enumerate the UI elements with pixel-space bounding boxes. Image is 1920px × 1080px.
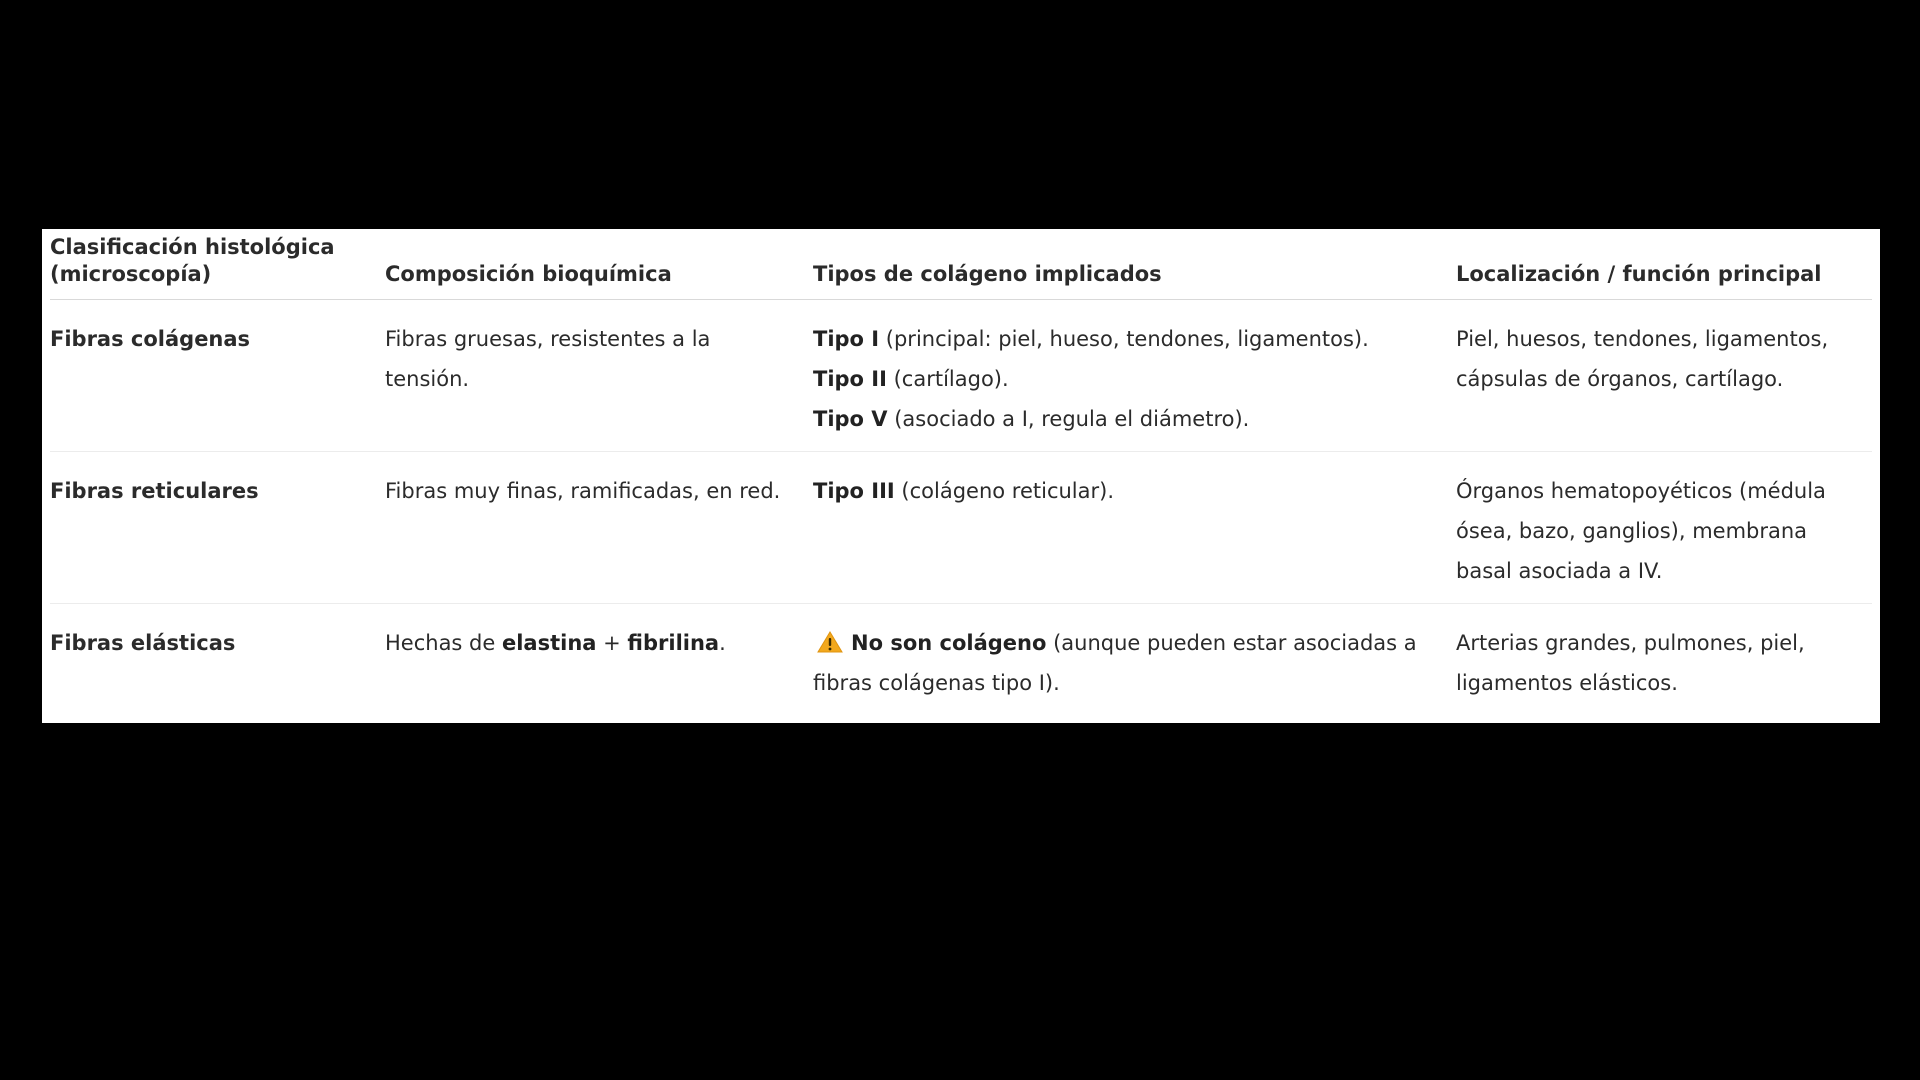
tipo-line <box>813 399 1432 439</box>
composicion-fibrilina: fibrilina <box>627 631 720 655</box>
cell-localizacion: Órganos hematopoyéticos (médula ósea, bazo, ganglios), membrana basal asociada a IV. <box>1456 452 1872 604</box>
cell-tipos <box>813 452 1456 604</box>
composicion-suffix: . <box>719 631 726 655</box>
tipo-line <box>813 319 1432 359</box>
cell-localizacion: Piel, huesos, tendones, ligamentos, cápsulas de órganos, cartílago. <box>1456 300 1872 452</box>
tipo-desc: (asociado a I, regula el diámetro). <box>887 407 1250 431</box>
cell-composicion: Fibras gruesas, resistentes a la tensión. <box>385 300 813 452</box>
tipo-name: Tipo I <box>813 327 880 351</box>
fibras-table <box>50 229 1872 711</box>
cell-localizacion: Arterias grandes, pulmones, piel, ligamentos elásticos. <box>1456 631 1805 695</box>
warning-text: No son colágeno <box>851 631 1047 655</box>
table-panel <box>42 229 1880 723</box>
composicion-elastina: elastina <box>501 631 597 655</box>
tipo-name: Tipo V <box>813 407 888 431</box>
cell-clasificacion: Fibras reticulares <box>50 452 385 604</box>
table-header-row <box>50 229 1872 300</box>
tipo-desc: (principal: piel, hueso, tendones, ligamentos). <box>879 327 1369 351</box>
cell-tipos <box>813 604 1456 712</box>
warning-desc: (aunque pueden estar asociadas a fibras colágenas tipo I). <box>813 631 1417 695</box>
composicion-plus: + <box>596 631 628 655</box>
composicion-prefix: Hechas de <box>385 631 502 655</box>
table-row <box>50 300 1872 452</box>
cell-composicion <box>385 604 813 712</box>
warning-icon <box>817 631 843 653</box>
tipo-desc: (colágeno reticular). <box>894 479 1115 503</box>
header-localizacion: Localización / función principal <box>1456 229 1872 300</box>
tipo-line <box>813 359 1432 399</box>
header-clasificacion: Clasificación histológica (microscopía) <box>50 229 385 300</box>
header-composicion: Composición bioquímica <box>385 229 813 300</box>
tipo-name: Tipo III <box>813 479 895 503</box>
header-tipos: Tipos de colágeno implicados <box>813 229 1456 300</box>
cell-tipos <box>813 300 1456 452</box>
tipo-name: Tipo II <box>813 367 887 391</box>
table-row <box>50 452 1872 604</box>
cell-clasificacion: Fibras colágenas <box>50 300 385 452</box>
cell-composicion: Fibras muy finas, ramificadas, en red. <box>385 452 813 604</box>
table-row <box>50 604 1872 712</box>
tipo-desc: (cartílago). <box>886 367 1009 391</box>
tipo-line <box>813 471 1432 511</box>
cell-clasificacion: Fibras elásticas <box>50 631 236 655</box>
